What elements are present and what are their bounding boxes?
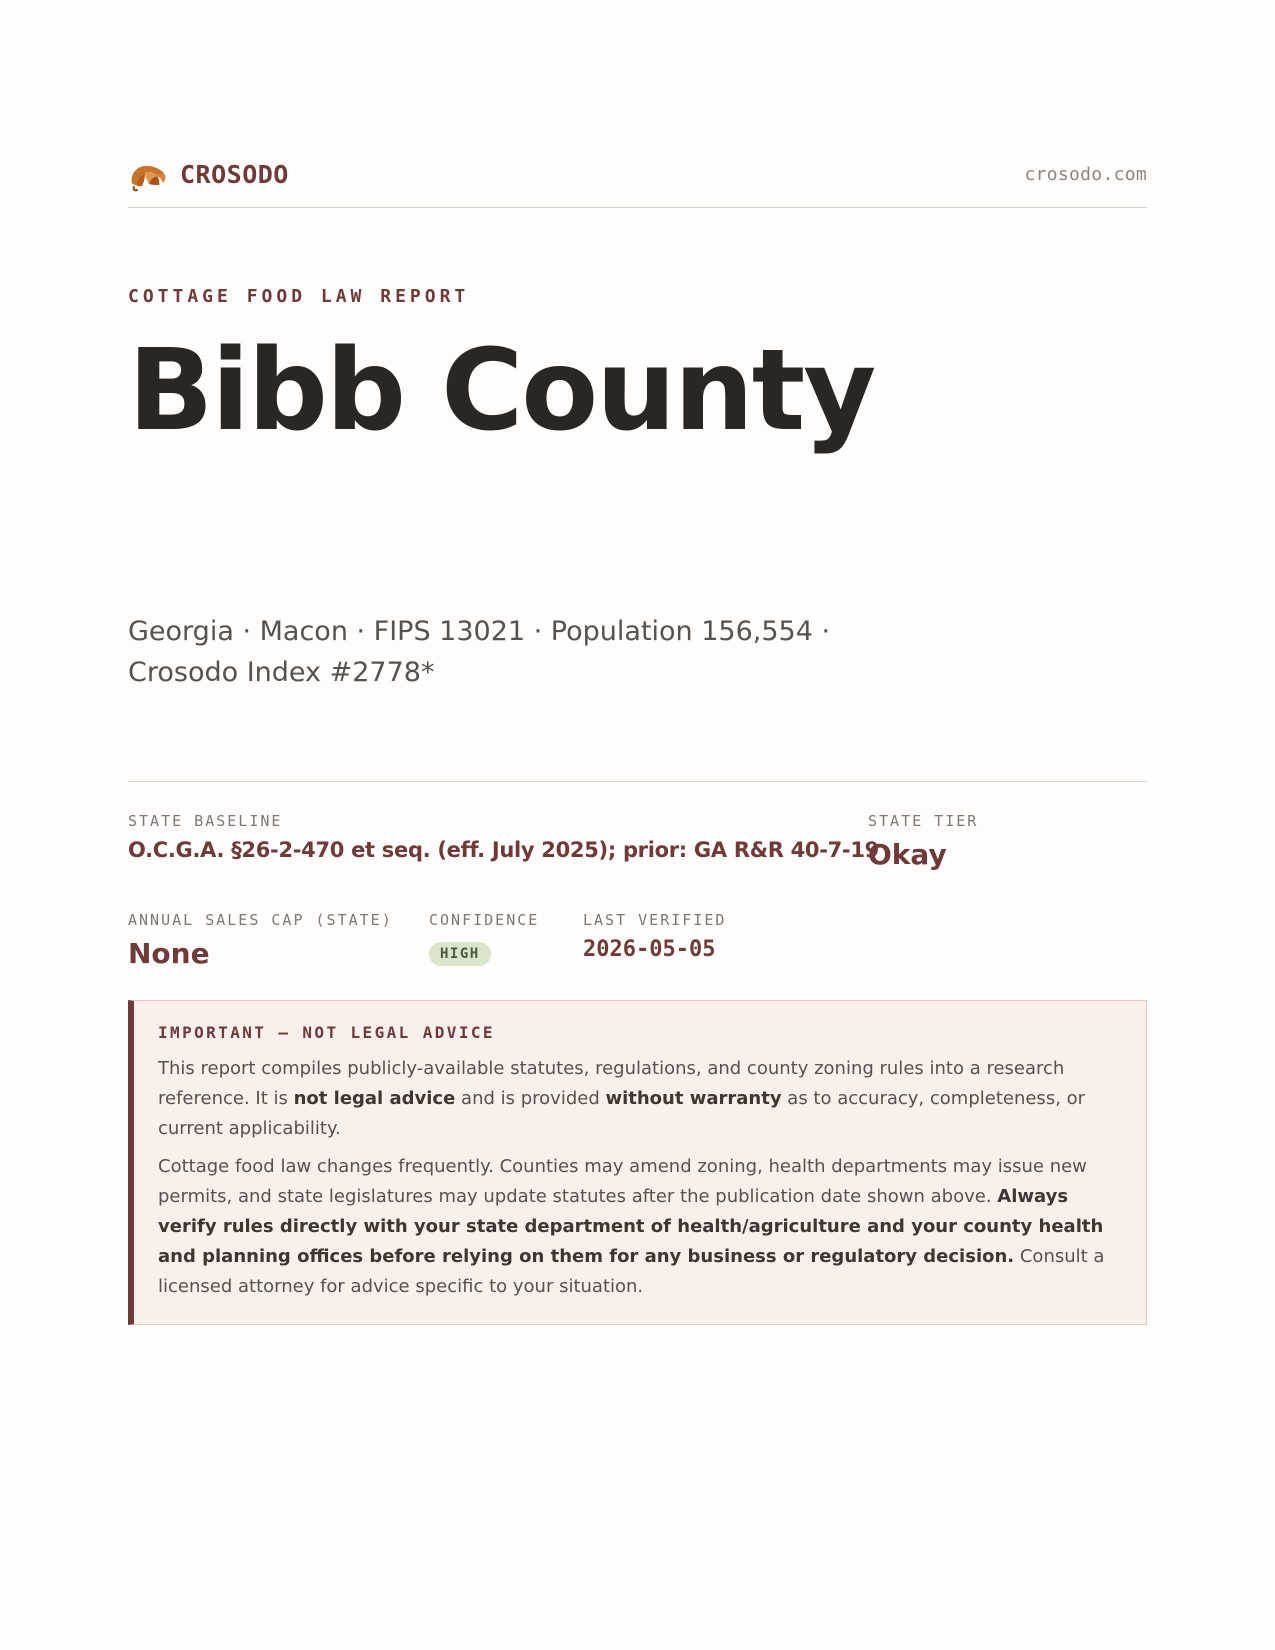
page-title: Bibb County	[128, 326, 875, 456]
croissant-icon	[128, 157, 168, 193]
disclaimer-text: Consult a licensed attorney for advice specific to your situation.	[158, 1245, 1105, 1297]
state-tier-field	[868, 812, 1138, 871]
report-page	[128, 150, 1147, 1325]
state-baseline-field	[128, 811, 879, 871]
report-eyebrow: COTTAGE FOOD LAW REPORT	[128, 286, 470, 307]
sales-cap-field	[128, 911, 429, 970]
state-tier-value: Okay	[868, 837, 947, 871]
county-summary: Georgia · Macon · FIPS 13021 · Population 156,554 · Crosodo Index #2778*	[128, 615, 831, 688]
last-verified-value: 2026-05-05	[583, 936, 716, 962]
confidence-label: CONFIDENCE	[429, 910, 540, 929]
legal-disclaimer	[128, 1000, 1147, 1325]
brand[interactable]	[128, 157, 289, 193]
state-tier-label: STATE TIER	[868, 811, 979, 830]
disclaimer-paragraph-2	[158, 1152, 1122, 1302]
disclaimer-text: Cottage food law changes frequently. Counties may amend zoning, health departments may issue new permits, and state legislatures may update statutes after the publication date shown above.	[158, 1155, 1087, 1207]
disclaimer-title: IMPORTANT — NOT LEGAL ADVICE	[158, 1022, 495, 1042]
disclaimer-text: and is provided	[455, 1087, 606, 1109]
section-divider	[128, 781, 1147, 782]
fields-row-1	[128, 812, 1147, 871]
page-header	[128, 150, 1147, 208]
disclaimer-paragraph-1	[158, 1054, 1122, 1144]
confidence-badge: HIGH	[429, 942, 491, 966]
site-url-link[interactable]: crosodo.com	[1024, 164, 1147, 185]
sales-cap-value: None	[128, 936, 210, 970]
state-baseline-label: STATE BASELINE	[128, 811, 283, 830]
disclaimer-emphasis: without warranty	[605, 1087, 782, 1109]
disclaimer-text: as to accuracy, completeness, or current applicability.	[158, 1087, 1086, 1139]
disclaimer-emphasis: not legal advice	[293, 1087, 456, 1109]
sales-cap-label: ANNUAL SALES CAP (STATE)	[128, 910, 393, 929]
disclaimer-emphasis: Always verify rules directly with your state department of health/agriculture and your county health and planning offices before relying on them for any business or regulatory decision.	[158, 1185, 1104, 1267]
confidence-field	[429, 911, 583, 970]
last-verified-label: LAST VERIFIED	[583, 910, 727, 929]
brand-name: CROSODO	[180, 160, 289, 189]
disclaimer-text: This report compiles publicly-available statutes, regulations, and county zoning rules into a research reference. It is	[158, 1057, 1065, 1109]
state-baseline-value: O.C.G.A. §26-2-470 et seq. (eff. July 2025); prior: GA R&R 40-7-19	[128, 837, 879, 862]
last-verified-field	[583, 911, 883, 970]
fields-row-2	[128, 911, 1147, 970]
